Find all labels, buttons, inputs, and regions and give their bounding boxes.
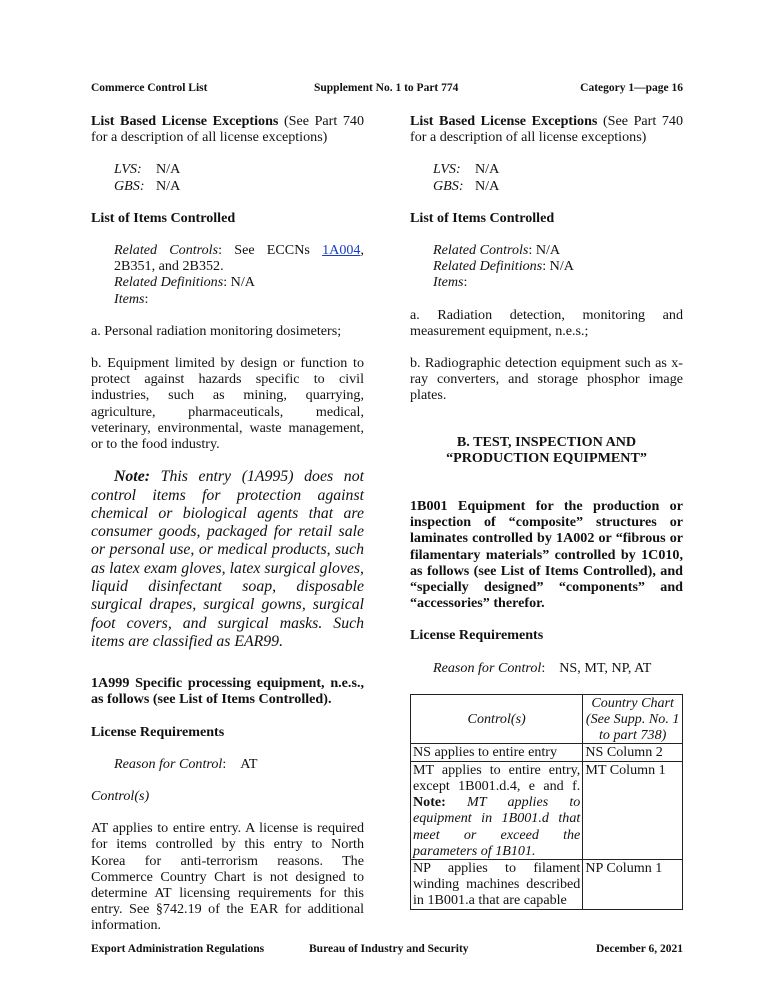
item-a: a. Radiation detection, monitoring and measurement equipment, n.e.s.; bbox=[410, 306, 683, 339]
license-requirements-heading: License Requirements bbox=[410, 627, 544, 644]
controls-text: AT applies to entire entry. A license is required for items controlled by this entry to North Korea for anti-terrorism reasons. The Commerce Country Chart is not designed to determine AT licensing requirements for this entry. See §742.19 of the EAR for additional information. bbox=[91, 820, 364, 934]
exceptions-list bbox=[91, 161, 364, 193]
exceptions-list bbox=[410, 161, 683, 193]
section-b-heading: B. TEST, INSPECTION AND “PRODUCTION EQUIPMENT” bbox=[446, 433, 647, 466]
license-requirements-heading: License Requirements bbox=[91, 723, 225, 740]
reason-for-control: Reason for Control: NS, MT, NP, AT bbox=[433, 659, 652, 676]
column-header-country-chart: Country Chart (See Supp. No. 1 to part 738) bbox=[583, 694, 683, 744]
lvs-value: N/A bbox=[156, 161, 181, 178]
lble-title: List Based License Exceptions bbox=[91, 113, 279, 129]
right-column bbox=[410, 113, 683, 910]
controls-heading: Control(s) bbox=[91, 788, 150, 805]
table-row: NS applies to entire entry NS Column 2 bbox=[411, 744, 683, 761]
eccn-1a004-link[interactable]: 1A004 bbox=[322, 242, 361, 259]
reason-value: NS, MT, NP, AT bbox=[559, 659, 652, 676]
note-label: Note: bbox=[114, 468, 150, 486]
footer-right: December 6, 2021 bbox=[596, 943, 683, 955]
table-row: NP applies to filament winding machines described in 1B001.a that are capable NP Column 1 bbox=[411, 859, 683, 909]
lble-title: List Based License Exceptions bbox=[410, 113, 598, 129]
related-info: Related Controls: N/A Related Definitions: N/A Items: bbox=[433, 242, 574, 291]
eccn-1b001-heading: 1B001 Equipment for the production or inspection of “composite” structures or laminates controlled by 1A002 or “fibrous or filamentary materials” controlled by 1C010, as follows (see List of Items Controlled), and “specially designed” “components” and “accessories” therefor. bbox=[410, 498, 683, 612]
eccn-1a999-heading: 1A999 Specific processing equipment, n.e.s., as follows (see List of Items Controlled). bbox=[91, 675, 364, 708]
lvs-label: LVS: bbox=[114, 161, 142, 178]
table-header-row bbox=[411, 694, 683, 744]
header-right: Category 1—page 16 bbox=[580, 82, 683, 94]
header-center: Supplement No. 1 to Part 774 bbox=[314, 82, 459, 94]
gbs-label: GBS: bbox=[114, 177, 145, 194]
column-header-controls: Control(s) bbox=[411, 694, 583, 744]
note-paragraph: Note: This entry (1A995) does not control items for protection against chemical or biological agents that are consumer goods, packaged for retail sale or personal use, or medical products, such as latex exam gloves, latex surgical gloves, liquid disinfectant soap, disposable surgical drapes, surgical gowns, surgical foot covers, and surgical masks. Such items are classified as EAR99. bbox=[91, 468, 364, 650]
controls-table bbox=[410, 694, 683, 910]
table-row: MT applies to entire entry, except 1B001.d.4, e and f. Note: MT applies to equipment in 1B001.d that meet or exceed the parameters of 1B101. MT Column 1 bbox=[411, 761, 683, 859]
lble-paragraph: List Based License Exceptions (See Part 740 for a description of all license exceptions) bbox=[410, 113, 683, 146]
lvs-value: N/A bbox=[475, 161, 500, 178]
loic-title: List of Items Controlled bbox=[91, 209, 236, 226]
item-b: b. Radiographic detection equipment such as x-ray converters, and storage phosphor image plates. bbox=[410, 355, 683, 404]
left-column bbox=[91, 113, 364, 934]
related-info: Related Controls: See ECCNs 1A004, 2B351, and 2B352. Related Definitions: N/A Items: bbox=[114, 242, 364, 307]
lvs-label: LVS: bbox=[433, 161, 461, 178]
reason-for-control: Reason for Control: AT bbox=[114, 755, 258, 772]
footer-left: Export Administration Regulations bbox=[91, 943, 265, 955]
reason-value: AT bbox=[240, 755, 258, 772]
gbs-value: N/A bbox=[156, 177, 181, 194]
lble-paragraph: List Based License Exceptions (See Part 740 for a description of all license exceptions) bbox=[91, 113, 364, 146]
item-b: b. Equipment limited by design or function to protect against hazards specific to civil industries, such as mining, quarrying, agriculture, pharmaceuticals, medical, veterinary, environmental, waste management, or to the food industry. bbox=[91, 355, 364, 453]
gbs-value: N/A bbox=[475, 177, 500, 194]
footer-center: Bureau of Industry and Security bbox=[309, 943, 469, 955]
loic-title: List of Items Controlled bbox=[410, 209, 555, 226]
gbs-label: GBS: bbox=[433, 177, 464, 194]
item-a: a. Personal radiation monitoring dosimeters; bbox=[91, 322, 342, 339]
header-left: Commerce Control List bbox=[91, 82, 208, 94]
